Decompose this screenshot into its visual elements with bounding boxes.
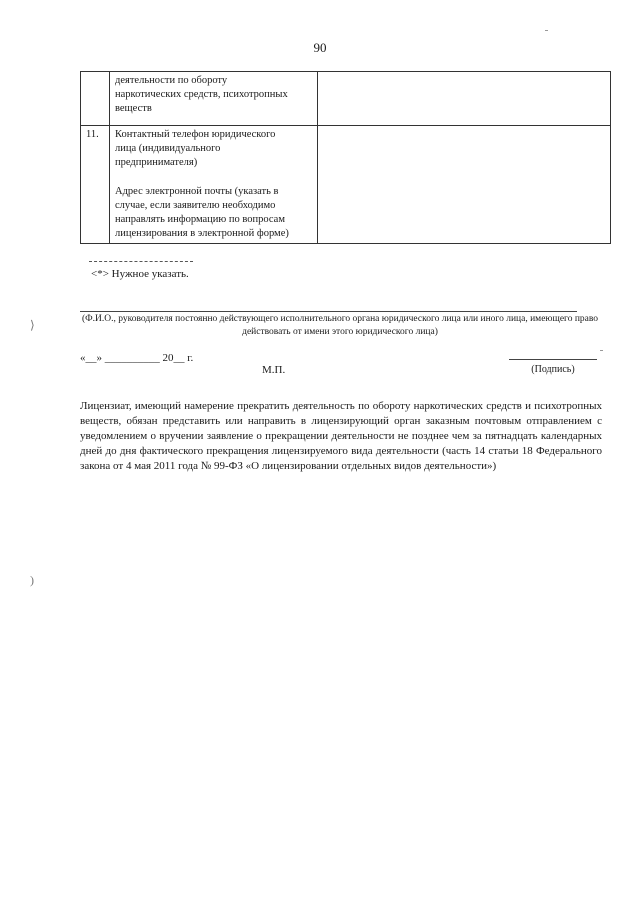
- row-label-cell: [110, 72, 318, 126]
- signature-caption: (Ф.И.О., руководителя постоянно действующего исполнительного органа юридического лица или иного лица, имеющего право действовать от имени этого юридического лица): [81, 314, 599, 338]
- scan-margin-mark: ): [30, 573, 34, 587]
- row-label-line: Адрес электронной почты (указать в: [115, 185, 279, 197]
- row-label-spacer: [115, 171, 312, 185]
- row-label-line: лица (индивидуального: [115, 143, 221, 155]
- table-row: [81, 126, 611, 244]
- scan-speck: [600, 350, 603, 351]
- row-label-line: наркотических средств, психотропных: [115, 89, 288, 101]
- scan-margin-mark: ⟩: [30, 318, 35, 332]
- row-number-cell: [81, 72, 110, 126]
- row-value-cell: [318, 72, 611, 126]
- signature-line: [509, 359, 597, 360]
- signature-label: (Подпись): [531, 364, 575, 375]
- row-label-line: предпринимателя): [115, 157, 198, 169]
- notice-paragraph: Лицензиат, имеющий намерение прекратить деятельность по обороту наркотических средств и психотропных веществ, обязан представить или направить в лицензирующий орган заказным почтовым отправлением с уведомлением о вручении заявление о прекращении деятельности не позднее чем за пятнадцать календарных дней до дня фактического прекращения лицензируемого вида деятельности (часть 14 статьи 18 Федерального закона от 4 мая 2011 года № 99-ФЗ «О лицензировании отдельных видов деятельности»): [80, 400, 602, 473]
- row-number-cell: 11.: [81, 126, 110, 244]
- row-label-line: деятельности по обороту: [115, 75, 228, 86]
- row-label-line: случае, если заявителю необходимо: [115, 199, 276, 211]
- scan-speck: [545, 30, 548, 31]
- row-label-line: направлять информацию по вопросам: [115, 213, 285, 225]
- row-label-line: лицензирования в электронной форме): [115, 228, 289, 240]
- table-row: [81, 72, 611, 126]
- form-table: [80, 71, 611, 244]
- date-line: «__» __________ 20__ г.: [80, 352, 194, 364]
- page-number: 90: [313, 40, 327, 55]
- footnote-divider: [89, 261, 193, 262]
- stamp-label: М.П.: [262, 364, 286, 376]
- footnote: <*> Нужное указать.: [91, 268, 189, 280]
- row-label-line: Контактный телефон юридического: [115, 129, 276, 140]
- row-label-line: веществ: [115, 103, 152, 115]
- name-signature-line: [80, 311, 577, 312]
- row-value-cell: [318, 126, 611, 244]
- row-label-cell: [110, 126, 318, 244]
